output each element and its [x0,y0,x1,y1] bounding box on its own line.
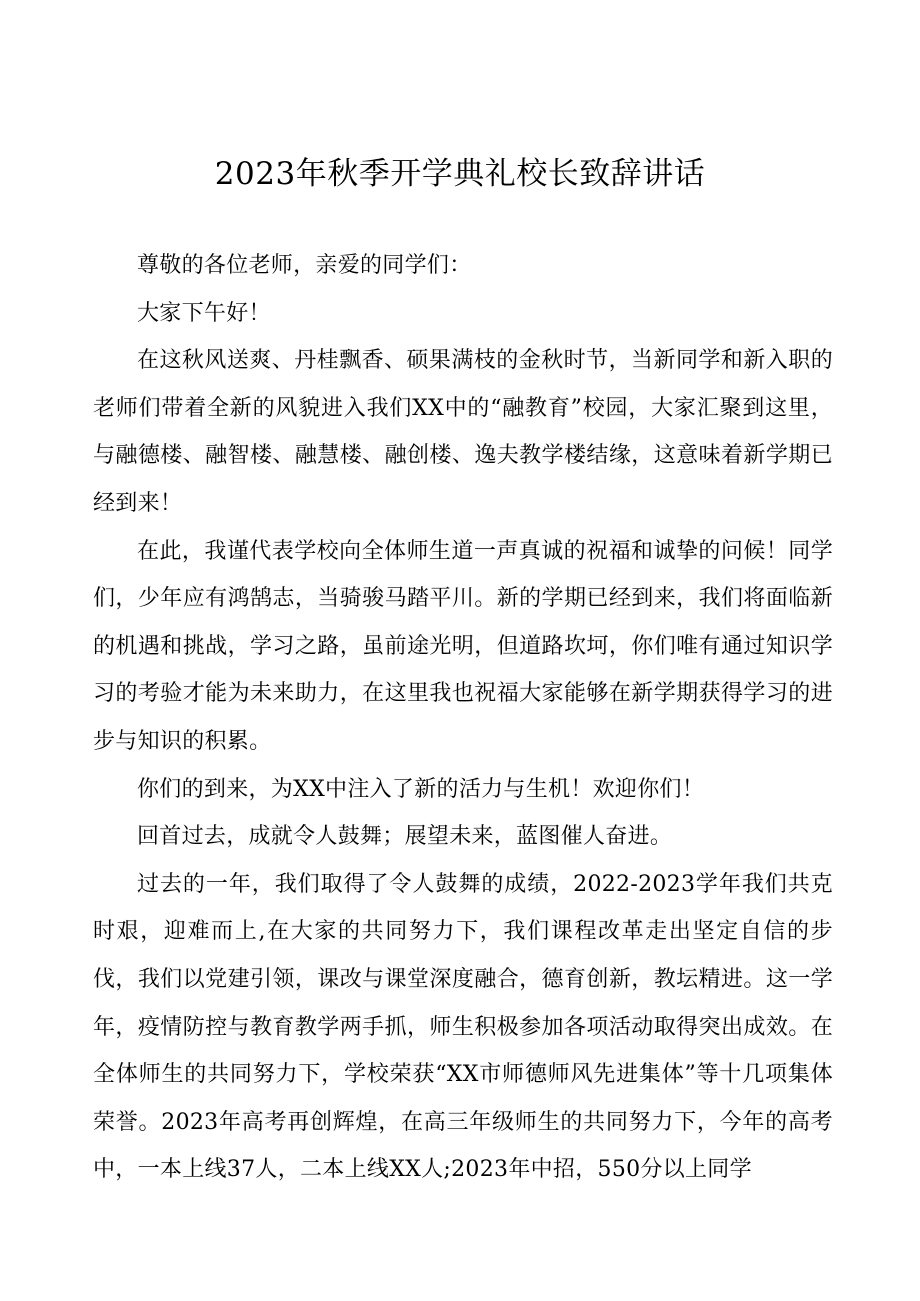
body-paragraph: 回首过去，成就令人鼓舞；展望未来，蓝图催人奋进。 [137,824,673,850]
document-title: 2023年秋季开学典礼校长致辞讲话 [214,156,706,192]
salutation-paragraph: 尊敬的各位老师，亲爱的同学们： [137,253,472,278]
body-paragraph: 在这秋风送爽、丹桂飘香、硕果满枝的金秋时节，当新同学和新入职的老师们带着全新的风貌进入我们XX中的“融教育”校园，大家汇聚到这里，与融德楼、融智楼、融慧楼、融创楼、逸夫教学楼结缘，这意味着新学期已经到来！ [93,348,833,516]
greeting-paragraph: 大家下午好！ [137,300,271,326]
body-paragraph: 在此，我谨代表学校向全体师生道一声真诚的祝福和诚挚的问候！同学们，少年应有鸿鹄志，当骑骏马踏平川。新的学期已经到来，我们将面临新的机遇和挑战，学习之路，虽前途光明，但道路坎坷，你们唯有通过知识学习的考验才能为未来助力，在这里我也祝福大家能够在新学期获得学习的进步与知识的积累。 [93,538,833,754]
body-paragraph: 你们的到来，为XX中注入了新的活力与生机！欢迎你们！ [137,776,705,802]
body-paragraph: 过去的一年，我们取得了令人鼓舞的成绩，2022-2023学年我们共克时艰，迎难而上,在大家的共同努力下，我们课程改革走出坚定自信的步伐，我们以党建引领，课改与课堂深度融合，德育创新，教坛精进。这一学年，疫情防控与教育教学两手抓，师生积极参加各项活动取得突出成效。在全体师生的共同努力下，学校荣获“XX市师德师风先进集体”等十几项集体荣誉。2023年高考再创辉煌，在高三年级师生的共同努力下，今年的高考中，一本上线37人，二本上线XX人;2023年中招，550分以上同学 [93,871,833,1183]
document-body [93,242,833,1194]
